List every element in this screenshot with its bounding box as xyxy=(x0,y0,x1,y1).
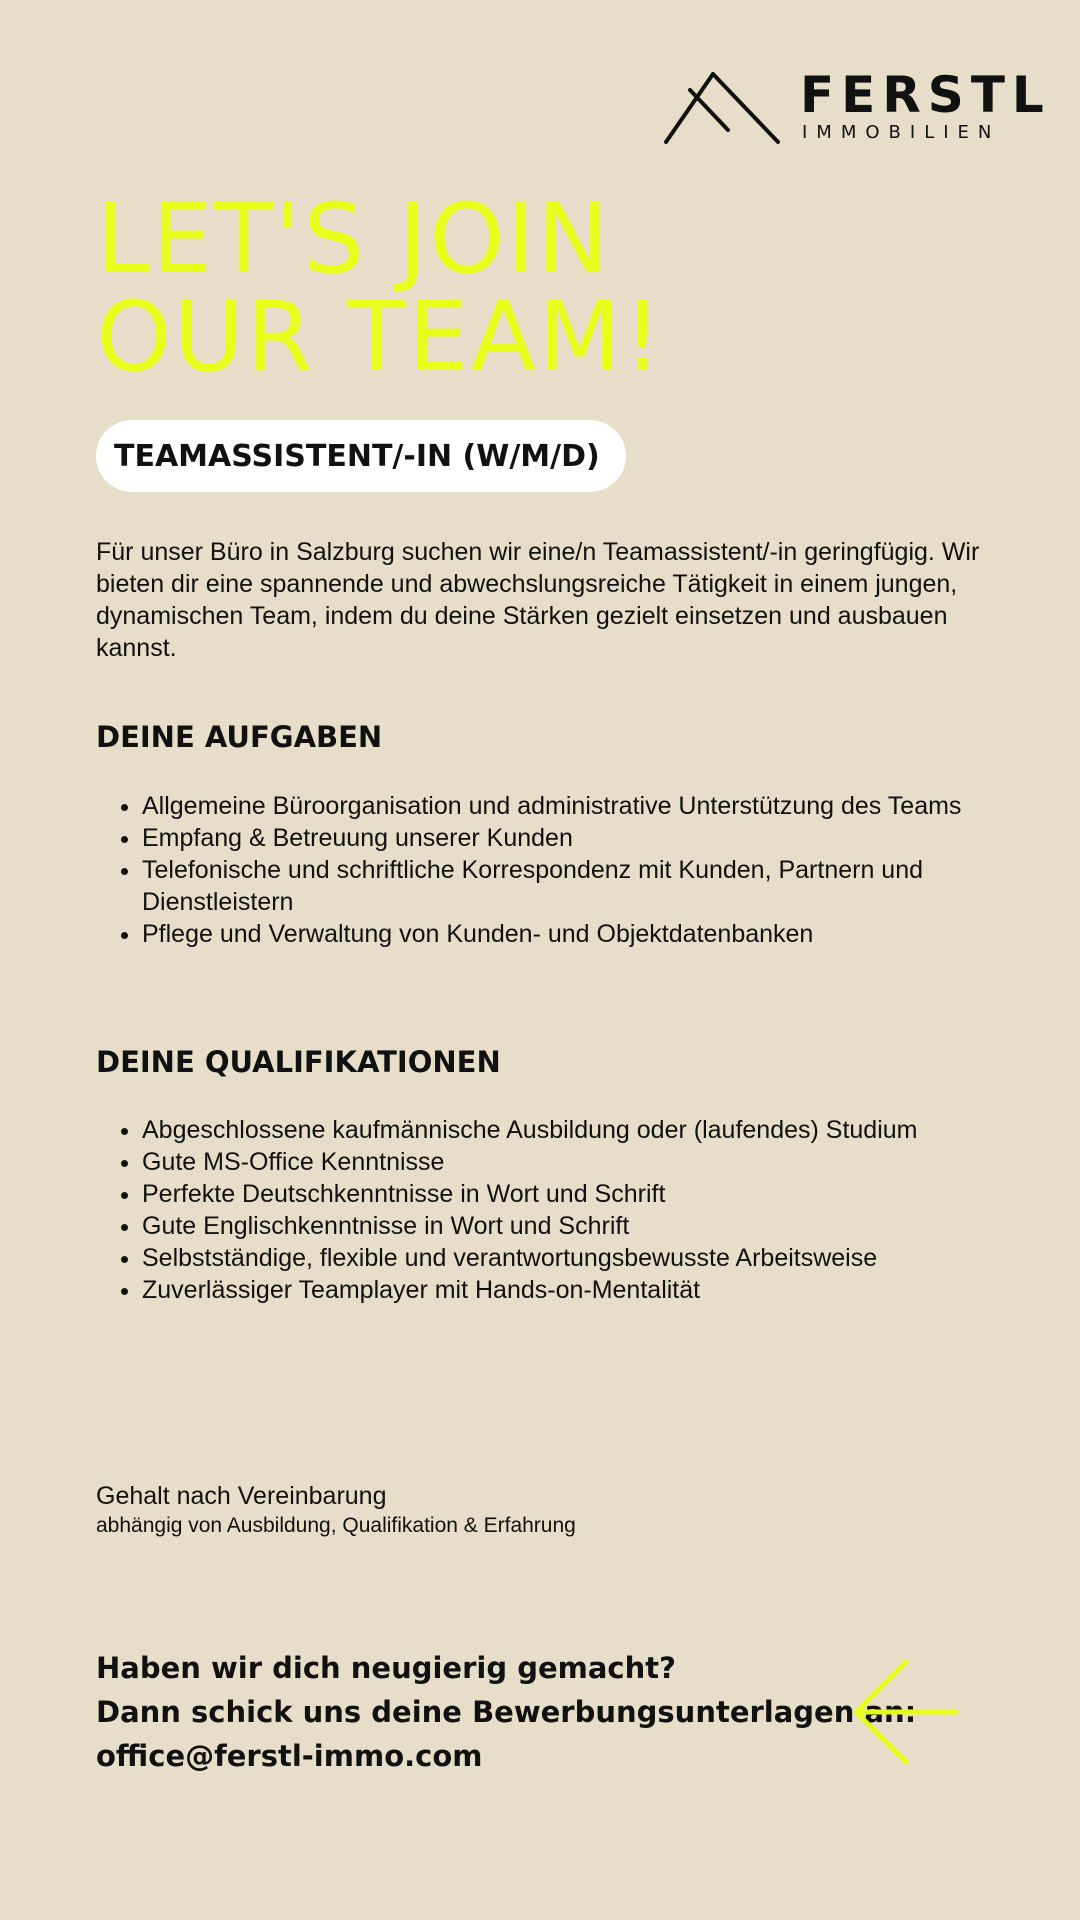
roof-logo-icon xyxy=(664,68,784,148)
list-item: • Selbstständige, flexible und verantwortungsbewusste Arbeitsweise xyxy=(142,1242,962,1274)
salary-block xyxy=(96,1480,576,1540)
list-item: • Pflege und Verwaltung von Kunden- und Objektdatenbanken xyxy=(142,918,962,950)
brand-name: FERSTL xyxy=(800,66,1051,124)
list-item: • Allgemeine Büroorganisation und administrative Unterstützung des Teams xyxy=(142,790,962,822)
list-item: • Zuverlässiger Teamplayer mit Hands-on-Mentalität xyxy=(142,1274,962,1306)
list-item: • Gute MS-Office Kenntnisse xyxy=(142,1146,962,1178)
list-item: • Gute Englischkenntnisse in Wort und Schrift xyxy=(142,1210,962,1242)
qualifications-list xyxy=(96,1114,962,1306)
tasks-list xyxy=(96,790,962,950)
brand-subtitle: IMMOBILIEN xyxy=(802,122,1001,143)
brand-logo xyxy=(664,66,1051,148)
tasks-title: DEINE AUFGABEN xyxy=(96,720,383,754)
arrow-left-icon xyxy=(852,1658,962,1768)
position-badge: TEAMASSISTENT/-IN (W/M/D) xyxy=(96,420,626,492)
qualifications-title: DEINE QUALIFIKATIONEN xyxy=(96,1045,501,1079)
list-item: • Telefonische und schriftliche Korrespondenz mit Kunden, Partnern und Dienstleistern xyxy=(142,854,962,918)
list-item: • Perfekte Deutschkenntnisse in Wort und Schrift xyxy=(142,1178,962,1210)
salary-text: Gehalt nach Vereinbarung xyxy=(96,1482,387,1510)
headline xyxy=(96,183,664,393)
headline-line-2: OUR TEAM! xyxy=(96,281,664,393)
headline-line-1: LET'S JOIN xyxy=(96,183,611,295)
cta-line-2: Dann schick uns deine Bewerbungsunterlagen an: xyxy=(96,1695,917,1729)
call-to-action xyxy=(96,1646,916,1778)
cta-line-1: Haben wir dich neugierig gemacht? xyxy=(96,1651,676,1685)
salary-note: abhängig von Ausbildung, Qualifikation & Erfahrung xyxy=(96,1514,576,1537)
list-item: • Abgeschlossene kaufmännische Ausbildung oder (laufendes) Studium xyxy=(142,1114,962,1146)
contact-email[interactable]: office@ferstl-immo.com xyxy=(96,1739,483,1773)
list-item: • Empfang & Betreuung unserer Kunden xyxy=(142,822,962,854)
intro-text: Für unser Büro in Salzburg suchen wir eine/n Teamassistent/-in geringfügig. Wir bieten dir eine spannende und abwechslungsreiche Tätigkeit in einem jungen, dynamischen Team, indem du deine Stärken gezielt einsetzen und ausbauen kannst. xyxy=(96,538,980,662)
